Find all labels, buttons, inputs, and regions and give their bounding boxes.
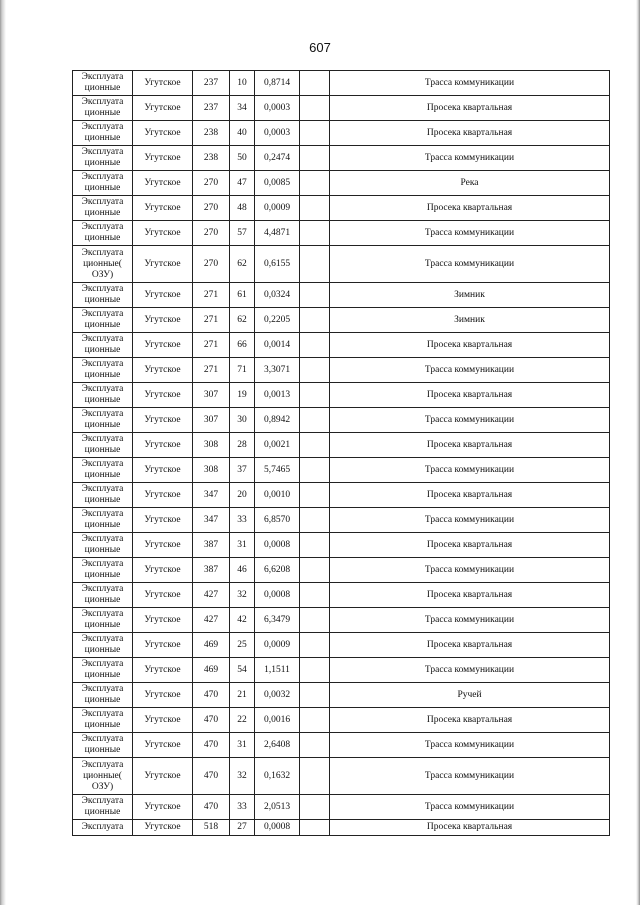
forestry-cell: Угутское <box>133 708 193 733</box>
empty-cell <box>300 533 330 558</box>
area-cell: 0,2474 <box>255 146 300 171</box>
purpose-cell: Просека квартальная <box>330 708 610 733</box>
table-row <box>73 708 610 733</box>
empty-cell <box>300 408 330 433</box>
section-cell: 61 <box>230 283 255 308</box>
purpose-cell: Трасса коммуникации <box>330 758 610 795</box>
category-cell: Эксплуата ционные <box>73 733 133 758</box>
category-cell: Эксплуата ционные <box>73 483 133 508</box>
quarter-cell: 271 <box>193 308 230 333</box>
quarter-cell: 469 <box>193 633 230 658</box>
quarter-cell: 387 <box>193 558 230 583</box>
forestry-cell: Угутское <box>133 96 193 121</box>
empty-cell <box>300 683 330 708</box>
table-row <box>73 71 610 96</box>
area-cell: 0,0008 <box>255 583 300 608</box>
category-cell: Эксплуата ционные <box>73 333 133 358</box>
area-cell: 4,4871 <box>255 221 300 246</box>
quarter-cell: 271 <box>193 283 230 308</box>
area-cell: 6,3479 <box>255 608 300 633</box>
purpose-cell: Трасса коммуникации <box>330 146 610 171</box>
forestry-cell: Угутское <box>133 121 193 146</box>
category-cell: Эксплуата ционные <box>73 608 133 633</box>
quarter-cell: 347 <box>193 483 230 508</box>
forestry-cell: Угутское <box>133 246 193 283</box>
purpose-cell: Просека квартальная <box>330 483 610 508</box>
section-cell: 62 <box>230 308 255 333</box>
purpose-cell: Трасса коммуникации <box>330 658 610 683</box>
empty-cell <box>300 71 330 96</box>
quarter-cell: 307 <box>193 383 230 408</box>
purpose-cell: Река <box>330 171 610 196</box>
quarter-cell: 237 <box>193 71 230 96</box>
section-cell: 71 <box>230 358 255 383</box>
area-cell: 6,8570 <box>255 508 300 533</box>
forestry-cell: Угутское <box>133 283 193 308</box>
section-cell: 21 <box>230 683 255 708</box>
purpose-cell: Трасса коммуникации <box>330 71 610 96</box>
area-cell: 0,6155 <box>255 246 300 283</box>
table-row <box>73 221 610 246</box>
table-row <box>73 820 610 836</box>
empty-cell <box>300 171 330 196</box>
area-cell: 0,0009 <box>255 196 300 221</box>
purpose-cell: Просека квартальная <box>330 533 610 558</box>
section-cell: 42 <box>230 608 255 633</box>
quarter-cell: 307 <box>193 408 230 433</box>
purpose-cell: Просека квартальная <box>330 333 610 358</box>
table-row <box>73 508 610 533</box>
purpose-cell: Просека квартальная <box>330 383 610 408</box>
purpose-cell: Зимник <box>330 283 610 308</box>
category-cell: Эксплуата ционные <box>73 308 133 333</box>
category-cell: Эксплуата ционные <box>73 708 133 733</box>
forestry-cell: Угутское <box>133 458 193 483</box>
table-row <box>73 121 610 146</box>
empty-cell <box>300 308 330 333</box>
section-cell: 22 <box>230 708 255 733</box>
forestry-cell: Угутское <box>133 308 193 333</box>
section-cell: 33 <box>230 795 255 820</box>
category-cell: Эксплуата ционные( ОЗУ) <box>73 758 133 795</box>
category-cell: Эксплуата ционные <box>73 71 133 96</box>
category-cell: Эксплуата ционные <box>73 683 133 708</box>
quarter-cell: 427 <box>193 583 230 608</box>
quarter-cell: 270 <box>193 221 230 246</box>
quarter-cell: 238 <box>193 146 230 171</box>
empty-cell <box>300 221 330 246</box>
forestry-cell: Угутское <box>133 333 193 358</box>
area-cell: 0,0010 <box>255 483 300 508</box>
area-cell: 0,0085 <box>255 171 300 196</box>
section-cell: 57 <box>230 221 255 246</box>
category-cell: Эксплуата ционные <box>73 433 133 458</box>
section-cell: 50 <box>230 146 255 171</box>
empty-cell <box>300 196 330 221</box>
table-row <box>73 683 610 708</box>
section-cell: 48 <box>230 196 255 221</box>
empty-cell <box>300 508 330 533</box>
category-cell: Эксплуата ционные <box>73 795 133 820</box>
purpose-cell: Трасса коммуникации <box>330 221 610 246</box>
purpose-cell: Просека квартальная <box>330 96 610 121</box>
purpose-cell: Просека квартальная <box>330 196 610 221</box>
area-cell: 1,1511 <box>255 658 300 683</box>
quarter-cell: 238 <box>193 121 230 146</box>
section-cell: 20 <box>230 483 255 508</box>
forestry-cell: Угутское <box>133 221 193 246</box>
forestry-cell: Угутское <box>133 758 193 795</box>
purpose-cell: Трасса коммуникации <box>330 558 610 583</box>
empty-cell <box>300 246 330 283</box>
category-cell: Эксплуата ционные <box>73 358 133 383</box>
empty-cell <box>300 633 330 658</box>
purpose-cell: Трасса коммуникации <box>330 408 610 433</box>
forestry-cell: Угутское <box>133 483 193 508</box>
quarter-cell: 270 <box>193 171 230 196</box>
empty-cell <box>300 733 330 758</box>
purpose-cell: Просека квартальная <box>330 820 610 836</box>
table-row <box>73 533 610 558</box>
category-cell: Эксплуата ционные <box>73 383 133 408</box>
empty-cell <box>300 608 330 633</box>
empty-cell <box>300 383 330 408</box>
quarter-cell: 470 <box>193 708 230 733</box>
section-cell: 46 <box>230 558 255 583</box>
section-cell: 30 <box>230 408 255 433</box>
category-cell: Эксплуата ционные <box>73 458 133 483</box>
table-body <box>73 71 610 836</box>
purpose-cell: Трасса коммуникации <box>330 508 610 533</box>
category-cell: Эксплуата ционные <box>73 283 133 308</box>
area-cell: 0,8942 <box>255 408 300 433</box>
category-cell: Эксплуата ционные <box>73 633 133 658</box>
area-cell: 0,0003 <box>255 96 300 121</box>
forestry-cell: Угутское <box>133 358 193 383</box>
quarter-cell: 308 <box>193 433 230 458</box>
table-row <box>73 383 610 408</box>
quarter-cell: 270 <box>193 196 230 221</box>
category-cell: Эксплуата ционные <box>73 508 133 533</box>
category-cell: Эксплуата ционные <box>73 146 133 171</box>
empty-cell <box>300 458 330 483</box>
forestry-cell: Угутское <box>133 508 193 533</box>
area-cell: 0,0013 <box>255 383 300 408</box>
quarter-cell: 427 <box>193 608 230 633</box>
area-cell: 5,7465 <box>255 458 300 483</box>
purpose-cell: Просека квартальная <box>330 121 610 146</box>
purpose-cell: Ручей <box>330 683 610 708</box>
section-cell: 33 <box>230 508 255 533</box>
scan-left-edge <box>0 0 6 905</box>
quarter-cell: 469 <box>193 658 230 683</box>
empty-cell <box>300 558 330 583</box>
purpose-cell: Трасса коммуникации <box>330 608 610 633</box>
section-cell: 37 <box>230 458 255 483</box>
category-cell: Эксплуата ционные <box>73 221 133 246</box>
forestry-cell: Угутское <box>133 608 193 633</box>
forestry-cell: Угутское <box>133 533 193 558</box>
area-cell: 0,0008 <box>255 533 300 558</box>
area-cell: 6,6208 <box>255 558 300 583</box>
scan-right-edge <box>636 0 640 905</box>
quarter-cell: 271 <box>193 333 230 358</box>
forestry-cell: Угутское <box>133 171 193 196</box>
table-row <box>73 196 610 221</box>
section-cell: 27 <box>230 820 255 836</box>
section-cell: 10 <box>230 71 255 96</box>
forestry-cell: Угутское <box>133 71 193 96</box>
quarter-cell: 271 <box>193 358 230 383</box>
purpose-cell: Просека квартальная <box>330 433 610 458</box>
table-row <box>73 583 610 608</box>
forestry-cell: Угутское <box>133 433 193 458</box>
section-cell: 32 <box>230 583 255 608</box>
empty-cell <box>300 96 330 121</box>
area-cell: 3,3071 <box>255 358 300 383</box>
section-cell: 28 <box>230 433 255 458</box>
area-cell: 0,2205 <box>255 308 300 333</box>
section-cell: 54 <box>230 658 255 683</box>
category-cell: Эксплуата ционные <box>73 583 133 608</box>
section-cell: 32 <box>230 758 255 795</box>
area-cell: 0,0324 <box>255 283 300 308</box>
quarter-cell: 270 <box>193 246 230 283</box>
category-cell: Эксплуата ционные <box>73 558 133 583</box>
quarter-cell: 470 <box>193 733 230 758</box>
table-row <box>73 558 610 583</box>
empty-cell <box>300 283 330 308</box>
forestry-cell: Угутское <box>133 733 193 758</box>
forestry-cell: Угутское <box>133 583 193 608</box>
purpose-cell: Трасса коммуникации <box>330 246 610 283</box>
category-cell: Эксплуата ционные <box>73 196 133 221</box>
purpose-cell: Зимник <box>330 308 610 333</box>
area-cell: 0,1632 <box>255 758 300 795</box>
empty-cell <box>300 433 330 458</box>
area-cell: 0,0021 <box>255 433 300 458</box>
table-row <box>73 795 610 820</box>
empty-cell <box>300 820 330 836</box>
table-row <box>73 658 610 683</box>
table-row <box>73 433 610 458</box>
area-cell: 2,6408 <box>255 733 300 758</box>
empty-cell <box>300 333 330 358</box>
area-cell: 0,0008 <box>255 820 300 836</box>
table-row <box>73 358 610 383</box>
table-row <box>73 758 610 795</box>
section-cell: 19 <box>230 383 255 408</box>
table-row <box>73 333 610 358</box>
purpose-cell: Трасса коммуникации <box>330 733 610 758</box>
forestry-cell: Угутское <box>133 146 193 171</box>
quarter-cell: 347 <box>193 508 230 533</box>
area-cell: 2,0513 <box>255 795 300 820</box>
purpose-cell: Трасса коммуникации <box>330 358 610 383</box>
forestry-cell: Угутское <box>133 633 193 658</box>
section-cell: 31 <box>230 733 255 758</box>
table-row <box>73 483 610 508</box>
section-cell: 47 <box>230 171 255 196</box>
quarter-cell: 470 <box>193 758 230 795</box>
quarter-cell: 470 <box>193 683 230 708</box>
table-row <box>73 146 610 171</box>
quarter-cell: 387 <box>193 533 230 558</box>
purpose-cell: Трасса коммуникации <box>330 795 610 820</box>
table-row <box>73 458 610 483</box>
table-row <box>73 171 610 196</box>
purpose-cell: Просека квартальная <box>330 633 610 658</box>
forestry-cell: Угутское <box>133 196 193 221</box>
empty-cell <box>300 583 330 608</box>
forestry-cell: Угутское <box>133 408 193 433</box>
forestry-cell: Угутское <box>133 558 193 583</box>
category-cell: Эксплуата ционные <box>73 533 133 558</box>
table-row <box>73 408 610 433</box>
area-cell: 0,0003 <box>255 121 300 146</box>
empty-cell <box>300 146 330 171</box>
table-row <box>73 733 610 758</box>
table-row <box>73 308 610 333</box>
quarter-cell: 237 <box>193 96 230 121</box>
section-cell: 25 <box>230 633 255 658</box>
empty-cell <box>300 483 330 508</box>
empty-cell <box>300 358 330 383</box>
category-cell: Эксплуата <box>73 820 133 836</box>
forestry-cell: Угутское <box>133 795 193 820</box>
category-cell: Эксплуата ционные <box>73 408 133 433</box>
section-cell: 66 <box>230 333 255 358</box>
quarter-cell: 518 <box>193 820 230 836</box>
table-row <box>73 283 610 308</box>
section-cell: 34 <box>230 96 255 121</box>
section-cell: 62 <box>230 246 255 283</box>
empty-cell <box>300 121 330 146</box>
category-cell: Эксплуата ционные <box>73 121 133 146</box>
category-cell: Эксплуата ционные <box>73 658 133 683</box>
category-cell: Эксплуата ционные <box>73 171 133 196</box>
empty-cell <box>300 708 330 733</box>
forestry-cell: Угутское <box>133 383 193 408</box>
quarter-cell: 470 <box>193 795 230 820</box>
table-row <box>73 633 610 658</box>
section-cell: 40 <box>230 121 255 146</box>
land-table <box>72 70 610 836</box>
purpose-cell: Просека квартальная <box>330 583 610 608</box>
table-row <box>73 96 610 121</box>
area-cell: 0,0014 <box>255 333 300 358</box>
empty-cell <box>300 795 330 820</box>
forestry-cell: Угутское <box>133 658 193 683</box>
empty-cell <box>300 758 330 795</box>
category-cell: Эксплуата ционные( ОЗУ) <box>73 246 133 283</box>
quarter-cell: 308 <box>193 458 230 483</box>
area-cell: 0,0009 <box>255 633 300 658</box>
forestry-cell: Угутское <box>133 683 193 708</box>
category-cell: Эксплуата ционные <box>73 96 133 121</box>
area-cell: 0,0032 <box>255 683 300 708</box>
area-cell: 0,0016 <box>255 708 300 733</box>
purpose-cell: Трасса коммуникации <box>330 458 610 483</box>
table-row <box>73 608 610 633</box>
empty-cell <box>300 658 330 683</box>
table-row <box>73 246 610 283</box>
page-number: 607 <box>309 40 331 55</box>
section-cell: 31 <box>230 533 255 558</box>
area-cell: 0,8714 <box>255 71 300 96</box>
forestry-cell: Угутское <box>133 820 193 836</box>
